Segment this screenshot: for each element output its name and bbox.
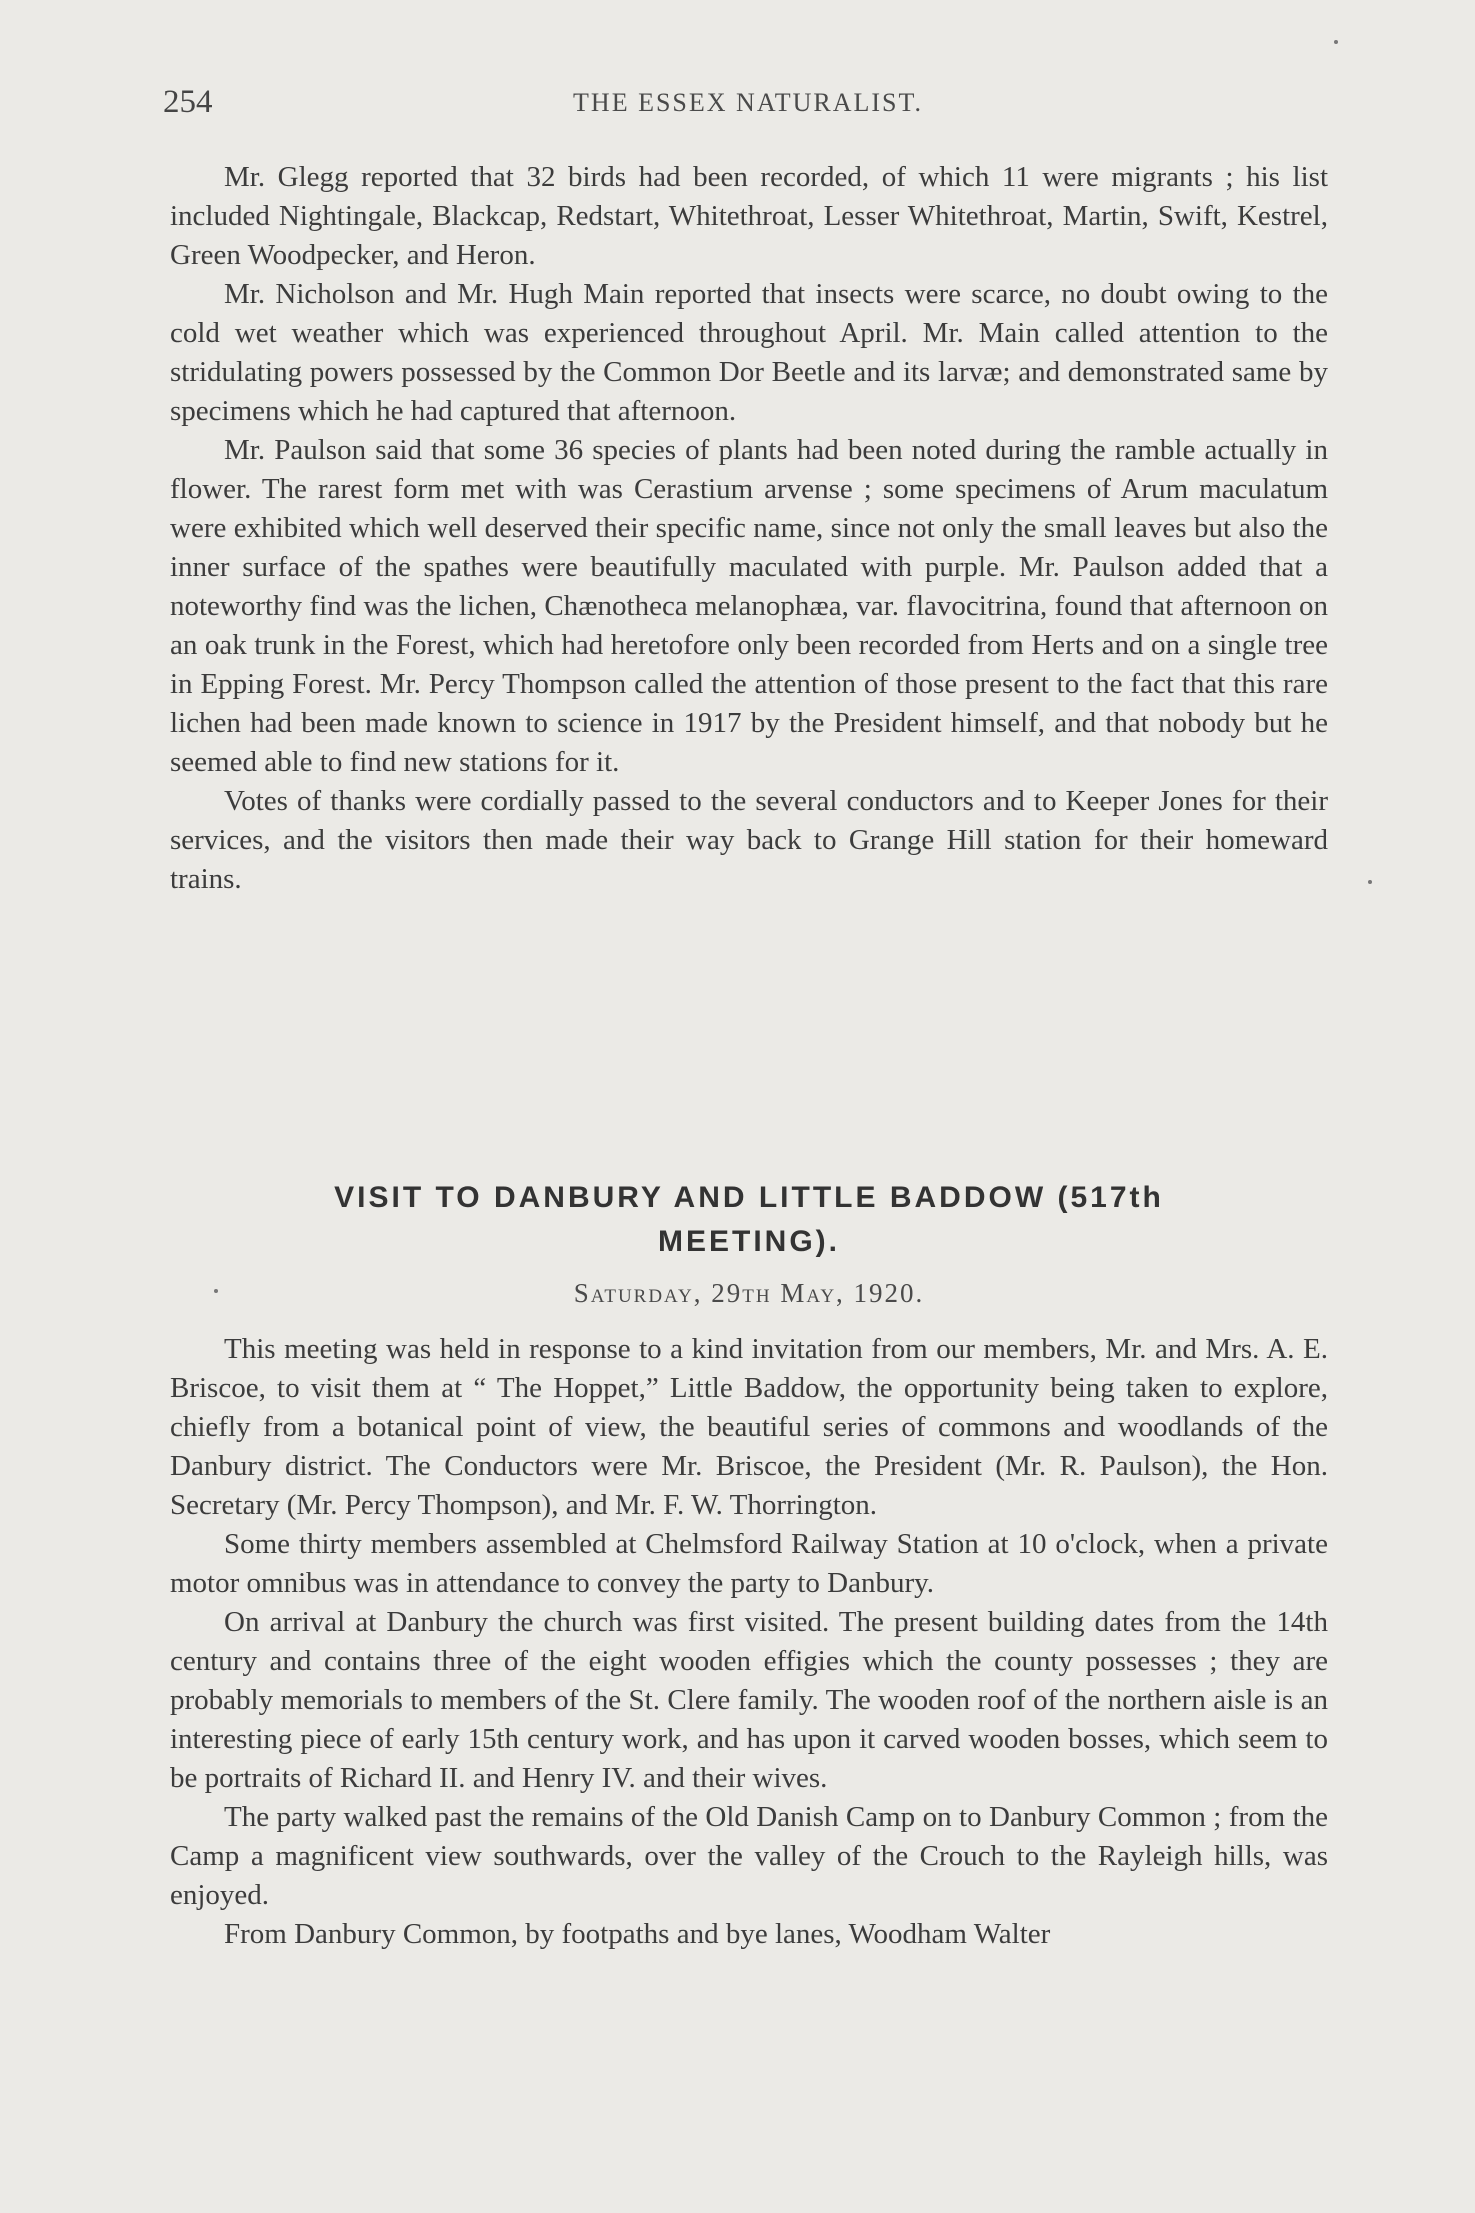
paragraph-church: On arrival at Danbury the church was first visited. The present building dates from the 14th century and contains three of the eight wooden effigies which the county possesses ; they are probably memorials to members of the St. Clere family. The wooden roof of the northern aisle is an interesting piece of early 15th century work, and has upon it carved wooden bosses, which seem to be portraits of Richard II. and Henry IV. and their wives. [170, 1606, 1328, 1794]
paragraph-invitation: This meeting was held in response to a kind invitation from our members, Mr. and Mrs. A. E. Briscoe, to visit them at “ The Hoppet,” Little Baddow, the opportunity being taken to explore, chiefly from a botanical point of view, the beautiful series of commons and woodlands of the Danbury district. The Conductors were Mr. Briscoe, the President (Mr. R. Paulson), the Hon. Secretary (Mr. Percy Thompson), and Mr. F. W. Thorrington. [170, 1333, 1328, 1521]
section-heading [170, 1176, 1328, 1264]
section-heading-line-2: MEETING). [658, 1225, 840, 1258]
paragraph-camp: The party walked past the remains of the Old Danish Camp on to Danbury Common ; from the Camp a magnificent view southwards, over the valley of the Crouch to the Rayleigh hills, was enjoyed. [170, 1801, 1328, 1911]
section-heading-line-1: VISIT TO DANBURY AND LITTLE BADDOW (517th [334, 1181, 1164, 1214]
paragraph-thanks: Votes of thanks were cordially passed to the several conductors and to Keeper Jones for their services, and the visitors then made their way back to Grange Hill station for their homeward trains. [170, 785, 1328, 895]
print-speck [1368, 880, 1372, 884]
print-speck [214, 1289, 218, 1293]
paragraph-plants: Mr. Paulson said that some 36 species of plants had been noted during the ramble actually in flower. The rarest form met with was Cerastium arvense ; some specimens of Arum maculatum were exhibited which well deserved their specific name, since not only the small leaves but also the inner surface of the spathes were beautifully maculated with purple. Mr. Paulson added that a noteworthy find was the lichen, Chænotheca melanophæa, var. flavocitrina, found that afternoon on an oak trunk in the Forest, which had heretofore only been recorded from Herts and on a single tree in Epping Forest. Mr. Percy Thompson called the attention of those present to the fact that this rare lichen had been made known to science in 1917 by the President himself, and that nobody but he seemed able to find new stations for it. [170, 434, 1328, 778]
danbury-visit-report [170, 1330, 1328, 1954]
running-head [163, 84, 1333, 124]
print-speck [1334, 40, 1338, 44]
paragraph-birds: Mr. Glegg reported that 32 birds had been recorded, of which 11 were migrants ; his list included Nightingale, Blackcap, Redstart, Whitethroat, Lesser Whitethroat, Martin, Swift, Kestrel, Green Woodpecker, and Heron. [170, 161, 1328, 271]
paragraph-insects: Mr. Nicholson and Mr. Hugh Main reported that insects were scarce, no doubt owing to the cold wet weather which was experienced throughout April. Mr. Main called attention to the stridulating powers possessed by the Common Dor Beetle and its larvæ; and demonstrated same by specimens which he had captured that afternoon. [170, 278, 1328, 427]
journal-title: THE ESSEX NATURALIST. [573, 88, 923, 117]
paragraph-assembly: Some thirty members assembled at Chelmsford Railway Station at 10 o'clock, when a private motor omnibus was in attendance to convey the party to Danbury. [170, 1528, 1328, 1599]
meeting-date: Saturday, 29th May, 1920. [573, 1278, 925, 1308]
field-meeting-report [170, 158, 1328, 899]
paragraph-continuation: From Danbury Common, by footpaths and bye lanes, Woodham Walter [224, 1918, 1051, 1950]
page-number: 254 [163, 84, 213, 120]
